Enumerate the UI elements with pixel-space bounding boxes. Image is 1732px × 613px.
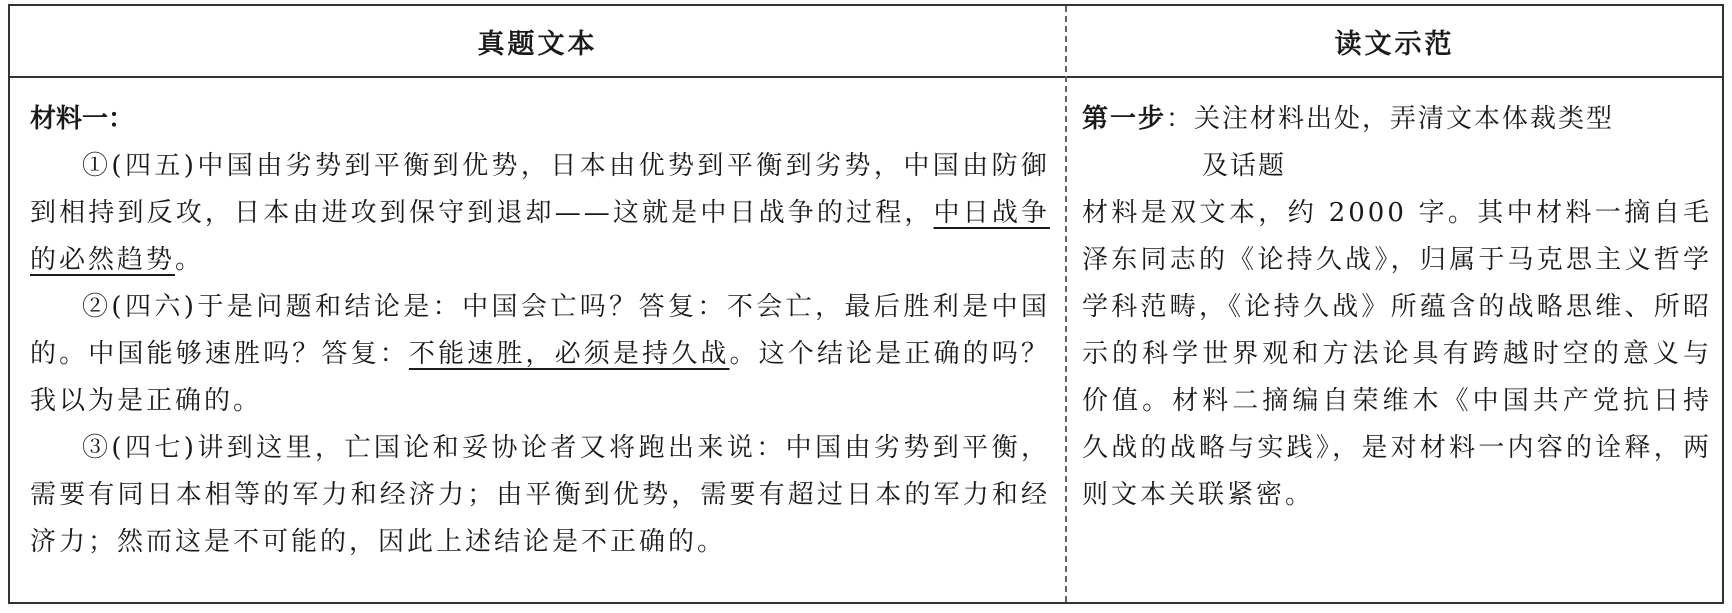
step-text: ：关注材料出处，弄清文本体裁类型	[1166, 104, 1615, 134]
reading-demo-column	[1082, 96, 1712, 519]
p1-text: ①(四五)中国由劣势到平衡到优势，日本由优势到平衡到劣势，中国由防御到相持到反攻，日本由进攻到保守到退却——这就是中日战争的过程，	[30, 151, 1050, 228]
paragraph-2	[30, 284, 1050, 425]
paragraph-1	[30, 143, 1050, 284]
p2-underlined: 不能速胜，必须是持久战	[408, 339, 730, 369]
material-label: 材料一：	[30, 104, 135, 134]
step-heading	[1082, 96, 1712, 190]
column-divider	[1065, 6, 1067, 602]
header-left-title: 真题文本	[477, 28, 598, 60]
step-text-continued: 及话题	[1202, 151, 1287, 181]
source-text-column	[30, 96, 1050, 566]
p1-end: 。	[175, 245, 205, 275]
demo-body-text: 材料是双文本，约 2000 字。其中材料一摘自毛泽东同志的《论持久战》，归属于马克思主义哲学学科范畴，《论持久战》所蕴含的战略思维、所昭示的科学世界观和方法论具有跨越时空的意义与价值。材料二摘编自荣维木《中国共产党抗日持久战的战略与实践》，是对材料一内容的诠释，两则文本关联紧密。	[1082, 198, 1712, 510]
reading-table	[8, 4, 1724, 604]
header-right-title: 读文示范	[1334, 28, 1455, 60]
p2-end: 。这个结论是正确的吗？我以为是正确的。	[30, 339, 1050, 416]
step-label: 第一步	[1082, 104, 1167, 134]
table-header	[10, 6, 1722, 78]
p1-underlined: 中日战争的必然趋势	[30, 198, 1050, 275]
paragraph-3: ③(四七)讲到这里，亡国论和妥协论者又将跑出来说：中国由劣势到平衡，需要有同日本相等的军力和经济力；由平衡到优势，需要有超过日本的军力和经济力；然而这是不可能的，因此上述结论是不正确的。	[30, 433, 1050, 557]
p2-text: ②(四六)于是问题和结论是：中国会亡吗？答复：不会亡，最后胜利是中国的。中国能够速胜吗？答复：	[30, 292, 1050, 369]
